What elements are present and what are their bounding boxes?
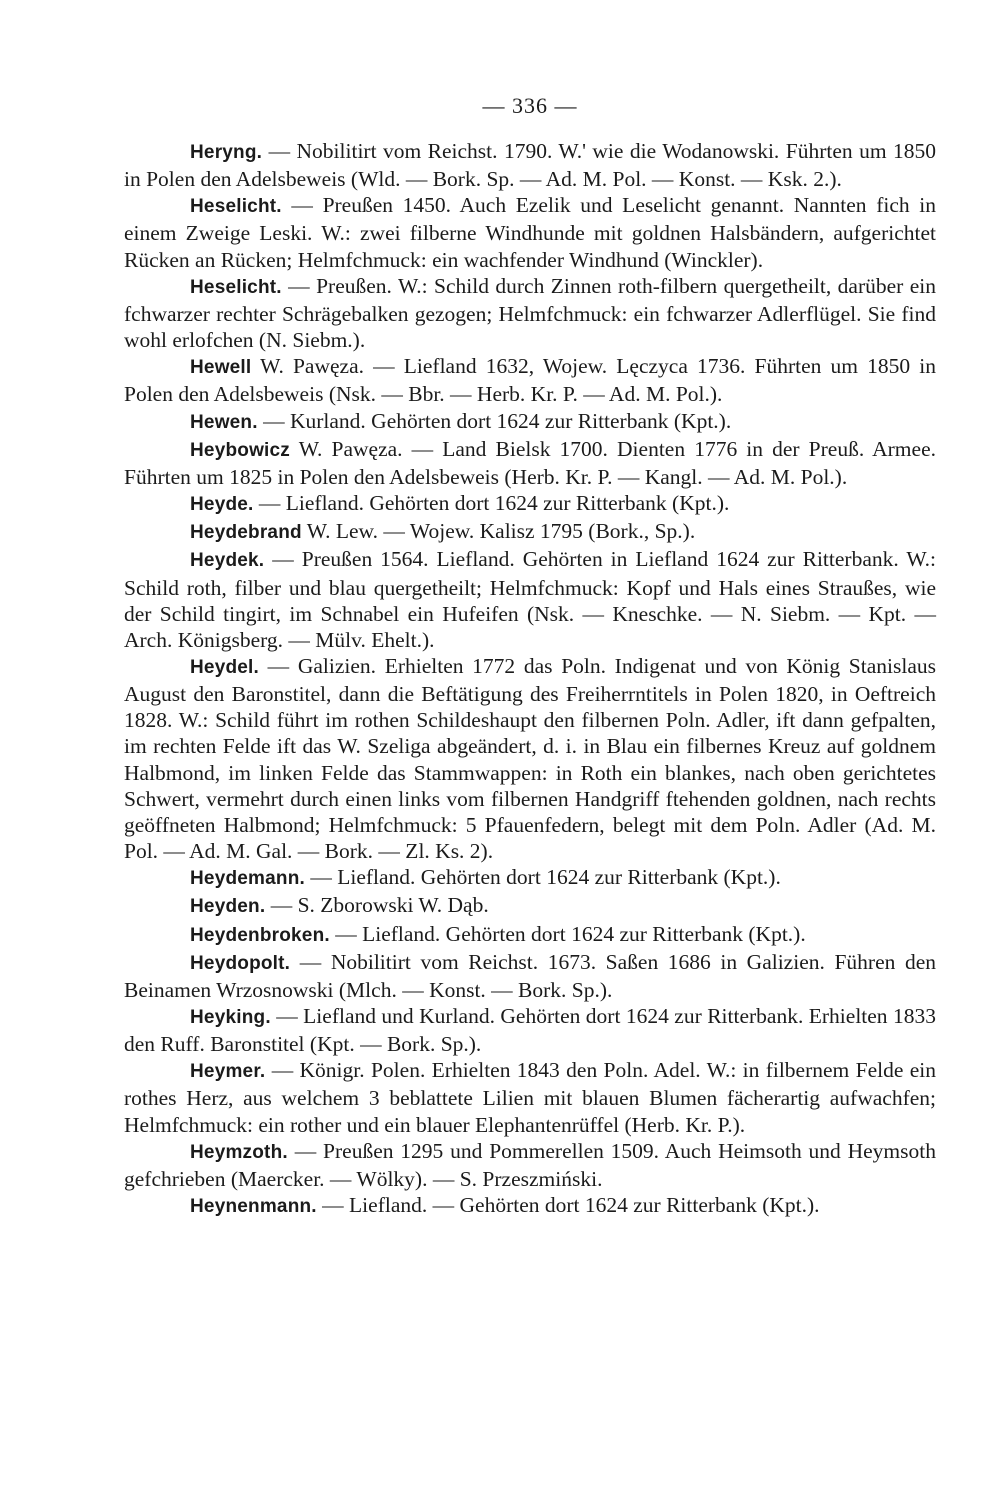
entry-head: Hewen. [190, 411, 258, 433]
entry-text: — Preußen 1564. Liefland. Gehörten in Liefland 1624 zur Ritterbank. W.: Schild roth, filber und blau quergetheilt; Helmfchmuck: Kopf und Hals eines Straußes, wie der Schild tingirt, im Schnabel ein Hufeifen (Nsk. — Kneschke. — N. Siebm. — Kpt. — Arch. Königsberg. — Mülv. Ehelt.). [124, 547, 936, 652]
entry-heselicht-1 [124, 192, 936, 272]
entry-heymer [124, 1057, 936, 1137]
entry-head: Heybowicz [190, 439, 290, 461]
entry-text: — Kurland. Gehörten dort 1624 zur Ritterbank (Kpt.). [257, 408, 732, 433]
entry-head: Heymer. [190, 1061, 266, 1083]
entry-text: — Liefland. Gehörten dort 1624 zur Ritterbank (Kpt.). [253, 491, 730, 516]
entry-heselicht-2 [124, 273, 936, 353]
entry-head: Heymzoth. [190, 1141, 288, 1163]
entry-heydebrand [124, 518, 936, 546]
entry-text: — Nobilitirt vom Reichst. 1673. Saßen 1686 in Galizien. Führen den Beinamen Wrzosnowski (Mlch. — Konst. — Bork. Sp.). [124, 949, 936, 1002]
entry-heydel [124, 653, 936, 864]
entry-text: — Preußen. W.: Schild durch Zinnen roth-filbern quergetheilt, darüber ein fchwarzer rechter Schrägebalken gezogen; Helmfchmuck: ein fchwarzer Adlerflügel. Sie find wohl erlofchen (N. Siebm.). [124, 273, 936, 353]
entry-text: — S. Zborowski W. Dąb. [265, 893, 489, 918]
entry-text: — Preußen 1295 und Pommerellen 1509. Auch Heimsoth und Heymsoth gefchrieben (Maercker. — Wölky). — S. Przeszmiński. [124, 1138, 936, 1191]
entry-head: Heryng. [190, 142, 263, 163]
entry-text: — Liefland. Gehörten dort 1624 zur Ritterbank (Kpt.). [329, 921, 806, 946]
entry-text: W. Lew. — Wojew. Kalisz 1795 (Bork., Sp.). [301, 519, 696, 544]
entry-head: Heynenmann. [190, 1196, 317, 1218]
entry-heymzoth [124, 1138, 936, 1192]
entry-hewen [124, 408, 936, 436]
entry-text: — Königr. Polen. Erhielten 1843 den Poln. Adel. W.: in filbernem Felde ein rothes Herz, aus welchem 3 beblattete Lilien mit blauen Blumen fächerartig aufwachfen; Helmfchmuck: ein rother und ein blauer Elephantenrüffel (Herb. Kr. P.). [124, 1058, 936, 1137]
entry-head: Heselicht. [190, 276, 282, 298]
entry-head: Hewell [190, 357, 252, 379]
page-number: — 336 — [482, 93, 578, 118]
entry-text: — Liefland. — Gehörten dort 1624 zur Ritterbank (Kpt.). [316, 1193, 820, 1218]
entry-head: Heydebrand [190, 522, 302, 544]
entry-hewell [124, 353, 936, 407]
entry-text: W. Pawęza. — Liefland 1632, Wojew. Lęczyca 1736. Führten um 1850 in Polen den Adelsbeweis (Nsk. — Bbr. — Herb. Kr. P. — Ad. M. Pol.). [124, 354, 936, 407]
entry-head: Heselicht. [190, 196, 282, 218]
entry-heyde [124, 490, 936, 518]
entry-head: Heyking. [190, 1007, 271, 1028]
entry-heydopolt [124, 949, 936, 1003]
entry-text: — Liefland und Kurland. Gehörten dort 1624 zur Ritterbank. Erhielten 1833 den Ruff. Baronstitel (Kpt. — Bork. Sp.). [124, 1004, 936, 1057]
entry-heydemann [124, 864, 936, 892]
entry-heydek [124, 546, 936, 653]
entry-text: — Preußen 1450. Auch Ezelik und Leselicht genannt. Nannten fich in einem Zweige Leski. W.: zwei filberne Windhunde mit goldnen Halsbändern, aufgerichtet Rücken an Rücken; Helmfchmuck: ein wachfender Windhund (Winckler). [124, 193, 936, 272]
entry-heryng [124, 138, 936, 192]
entry-head: Heydemann. [190, 868, 305, 890]
entry-head: Heydenbroken. [190, 924, 330, 946]
entry-heynenmann [124, 1192, 936, 1220]
entry-heydenbroken [124, 921, 936, 949]
entry-heybowicz [124, 436, 936, 490]
entry-heyden [124, 892, 936, 920]
entry-head: Heyden. [190, 896, 266, 918]
dictionary-page [124, 92, 936, 1220]
entry-text: — Galizien. Erhielten 1772 das Poln. Indigenat und von König Stanislaus August den Baronstitel, dann die Beftätigung des Freiherrntitels in Polen 1820, in Oeftreich 1828. W.: Schild führt im rothen Schildeshaupt den filbernen Poln. Adler, ift dann gefpalten, im rechten Felde ift das W. Szeliga abgeändert, d. i. in Blau ein filbernes Kreuz auf goldnem Halbmond, im linken Felde das Stammwappen: in Roth ein blankes, nach oben gerichtetes Schwert, vermehrt durch einen links vom filbernen Handgriff ftehenden goldnen, nach rechts geöffneten Halbmond; Helmfchmuck: 5 Pfauenfedern, belegt mit dem Poln. Adler (Ad. M. Pol. — Ad. M. Gal. — Bork. — Zl. Ks. 2). [124, 653, 936, 864]
entry-text: W. Pawęza. — Land Bielsk 1700. Dienten 1776 in der Preuß. Armee. Führten um 1825 in Polen den Adelsbeweis (Herb. Kr. P. — Kangl. — Ad. M. Pol.). [124, 436, 936, 489]
entry-text: — Nobilitirt vom Reichst. 1790. W.' wie die Wodanowski. Führten um 1850 in Polen den Adelsbeweis (Wld. — Bork. Sp. — Ad. M. Pol. — Konst. — Ksk. 2.). [124, 139, 936, 192]
entry-head: Heydek. [190, 550, 265, 572]
entry-heyking [124, 1003, 936, 1057]
entry-head: Heydel. [190, 656, 259, 678]
entry-head: Heydopolt. [190, 952, 291, 974]
entry-head: Heyde. [190, 494, 254, 516]
entry-text: — Liefland. Gehörten dort 1624 zur Ritterbank (Kpt.). [304, 865, 781, 890]
